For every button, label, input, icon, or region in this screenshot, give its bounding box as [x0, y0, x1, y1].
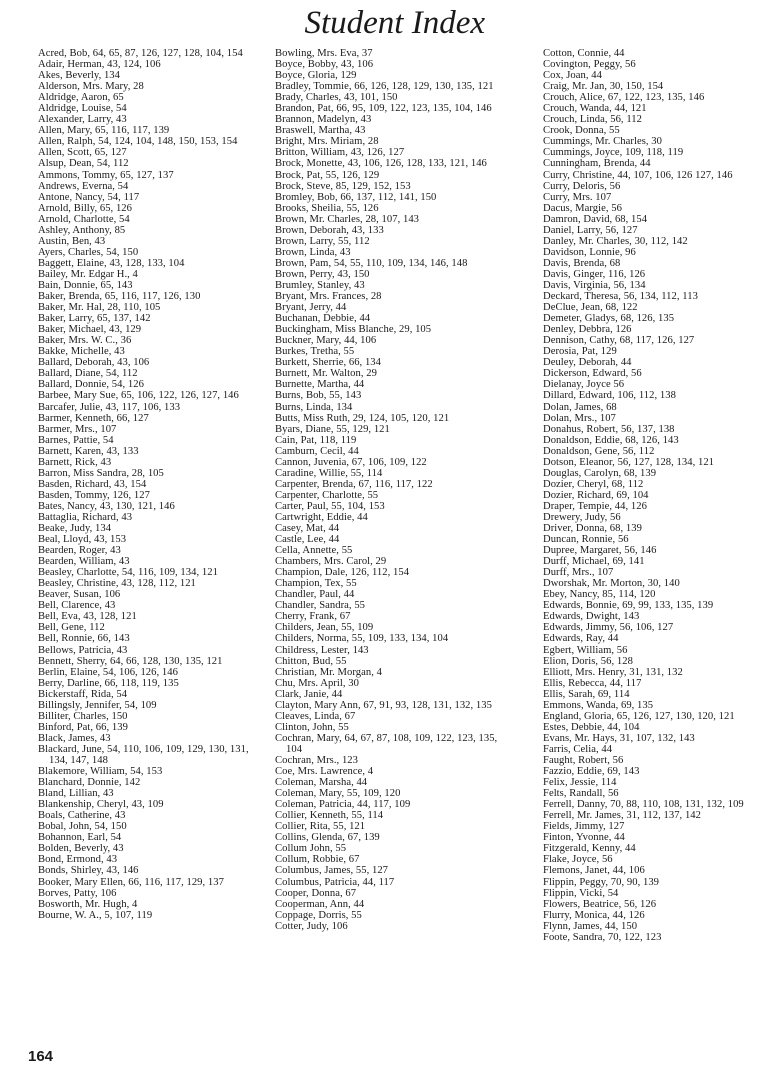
index-entry: Donaldson, Eddie, 68, 126, 143 — [543, 434, 679, 446]
index-entry: Clayton, Mary Ann, 67, 91, 93, 128, 131, 132, 135 — [275, 699, 492, 711]
index-entry: Cox, Joan, 44 — [543, 70, 602, 82]
index-entry: Bates, Nancy, 43, 130, 121, 146 — [38, 500, 175, 512]
index-entry: Bowling, Mrs. Eva, 37 — [275, 48, 373, 59]
index-entry: Flippin, Vicki, 54 — [543, 887, 619, 899]
index-entry: Boyce, Bobby, 43, 106 — [275, 59, 374, 71]
index-entry: Akes, Beverly, 134 — [38, 70, 121, 82]
index-entry: Faught, Robert, 56 — [543, 755, 624, 766]
index-entry: Cleaves, Linda, 67 — [275, 710, 356, 722]
index-entry: Bennett, Sherry, 64, 66, 128, 130, 135, 121 — [38, 655, 223, 667]
index-entry: Chu, Mrs. April, 30 — [275, 677, 359, 689]
page-number: 164 — [28, 1048, 54, 1065]
index-entry: Blackard, June, 54, 110, 106, 109, 129, 130, 131, 134, 147, 148 — [38, 743, 249, 766]
index-entry: Davidson, Lonnie, 96 — [543, 246, 636, 258]
index-entry: Ferrell, Mr. James, 31, 112, 137, 142 — [543, 810, 701, 822]
index-entry: Beasley, Charlotte, 54, 116, 109, 134, 121 — [38, 567, 218, 579]
index-entry: Cunningham, Brenda, 44 — [543, 158, 651, 170]
index-entry: Dozier, Cheryl, 68, 112 — [543, 478, 644, 490]
index-entry: Basden, Richard, 43, 154 — [38, 478, 147, 490]
index-entry: Brannon, Madelyn, 43 — [275, 114, 372, 126]
index-entry: Dotson, Eleanor, 56, 127, 128, 134, 121 — [543, 456, 715, 468]
index-entry: Bland, Lillian, 43 — [38, 788, 114, 800]
index-entry: Bailey, Mr. Edgar H., 4 — [38, 268, 138, 280]
index-entry: Castle, Lee, 44 — [275, 534, 340, 546]
index-entry: Cotter, Judy, 106 — [275, 920, 348, 932]
index-entry: Bobal, John, 54, 150 — [38, 821, 127, 833]
index-entry: Boals, Catherine, 43 — [38, 810, 126, 822]
index-entry: Dozier, Richard, 69, 104 — [543, 489, 649, 501]
index-entry: Curry, Mrs. 107 — [543, 191, 612, 203]
index-entry: Barbee, Mary Sue, 65, 106, 122, 126, 127, 146 — [38, 390, 239, 402]
index-entry: Dolan, Mrs., 107 — [543, 412, 616, 424]
index-entry: Barnes, Pattie, 54 — [38, 434, 114, 446]
index-entry: Collins, Glenda, 67, 139 — [275, 832, 380, 844]
index-entry: Childers, Norma, 55, 109, 133, 134, 104 — [275, 633, 449, 645]
index-entry: Egbert, William, 56 — [543, 644, 628, 656]
index-entry: Champion, Tex, 55 — [275, 578, 357, 590]
index-entry: Bourne, W. A., 5, 107, 119 — [38, 909, 153, 921]
index-entry: Burkes, Tretha, 55 — [275, 346, 355, 358]
index-entry: Bradley, Tommie, 66, 126, 128, 129, 130, 135, 121 — [275, 81, 494, 93]
index-entry: Felts, Randall, 56 — [543, 788, 619, 800]
index-entry: Columbus, James, 55, 127 — [275, 865, 389, 877]
index-entry: Curry, Deloris, 56 — [543, 180, 621, 192]
index-entry: Borves, Patty, 106 — [38, 887, 117, 899]
index-entry: Cella, Annette, 55 — [275, 545, 353, 557]
index-entry: Billingsly, Jennifer, 54, 109 — [38, 699, 157, 711]
index-entry: Dworshak, Mr. Morton, 30, 140 — [543, 578, 680, 590]
index-entry: Brady, Charles, 43, 101, 150 — [275, 92, 398, 104]
index-entry: Collum, Robbie, 67 — [275, 854, 360, 866]
index-entry: Bell, Clarence, 43 — [38, 600, 116, 612]
index-entry: Bain, Donnie, 65, 143 — [38, 279, 133, 291]
index-entry: Austin, Ben, 43 — [38, 235, 106, 247]
index-entry: Craig, Mr. Jan, 30, 150, 154 — [543, 81, 664, 93]
index-entry: Coleman, Marsha, 44 — [275, 777, 368, 789]
index-entry: Damron, David, 68, 154 — [543, 213, 648, 225]
index-entry: Elion, Doris, 56, 128 — [543, 655, 633, 667]
index-entry: Barmer, Mrs., 107 — [38, 423, 117, 435]
index-entry: Boyce, Gloria, 129 — [275, 70, 357, 82]
index-entry: Carpenter, Brenda, 67, 116, 117, 122 — [275, 478, 433, 490]
index-entry: Bearden, Roger, 43 — [38, 545, 121, 557]
index-entry: Arnold, Charlotte, 54 — [38, 213, 130, 225]
index-entry: Aldridge, Aaron, 65 — [38, 92, 124, 104]
index-entry: Brumley, Stanley, 43 — [275, 279, 365, 291]
index-entry: Binford, Pat, 66, 139 — [38, 721, 128, 733]
index-entry: Battaglia, Richard, 43 — [38, 511, 133, 523]
index-entry: Allen, Scott, 65, 127 — [38, 147, 127, 159]
index-entry: Durff, Mrs., 107 — [543, 567, 614, 579]
index-entry: Brooks, Sheilia, 55, 126 — [275, 202, 379, 214]
index-entry: Cartwright, Eddie, 44 — [275, 511, 368, 523]
index-entry: Fields, Jimmy, 127 — [543, 821, 625, 833]
index-entry: Burns, Linda, 134 — [275, 401, 353, 413]
index-entry: Buchanan, Debbie, 44 — [275, 313, 371, 325]
index-entry: Blakemore, William, 54, 153 — [38, 766, 163, 778]
index-entry: Coe, Mrs. Lawrence, 4 — [275, 766, 374, 778]
index-entry: Carter, Paul, 55, 104, 153 — [275, 500, 385, 512]
index-entry: Ballard, Deborah, 43, 106 — [38, 357, 150, 369]
index-entry: Denley, Debbra, 126 — [543, 324, 632, 336]
index-entry: Collier, Kenneth, 55, 114 — [275, 810, 384, 822]
index-entry: Childers, Jean, 55, 109 — [275, 622, 374, 634]
index-entry: Clark, Janie, 44 — [275, 688, 343, 700]
index-entry: Bond, Ermond, 43 — [38, 854, 118, 866]
index-entry: Flowers, Beatrice, 56, 126 — [543, 898, 657, 910]
index-entry: Crouch, Alice, 67, 122, 123, 135, 146 — [543, 92, 705, 104]
index-entry: Buckner, Mary, 44, 106 — [275, 335, 377, 347]
index-entry: Evans, Mr. Hays, 31, 107, 132, 143 — [543, 732, 695, 744]
index-entry: Childress, Lester, 143 — [275, 644, 369, 656]
index-entry: Dacus, Margie, 56 — [543, 202, 622, 214]
index-entry: Ferrell, Danny, 70, 88, 110, 108, 131, 132, 109 — [543, 799, 744, 811]
index-entry: Edwards, Ray, 44 — [543, 633, 619, 645]
index-entry: Britton, William, 43, 126, 127 — [275, 147, 405, 159]
index-entry: Alderson, Mrs. Mary, 28 — [38, 81, 144, 93]
index-entry: Crouch, Linda, 56, 112 — [543, 114, 642, 126]
index-entry: Burnett, Mr. Walton, 29 — [275, 368, 377, 380]
index-entry: Ashley, Anthony, 85 — [38, 224, 126, 236]
index-entry: Barnett, Karen, 43, 133 — [38, 445, 139, 457]
index-entry: Bearden, William, 43 — [38, 556, 130, 568]
index-entry: Bosworth, Mr. Hugh, 4 — [38, 898, 138, 910]
index-entry: Brandon, Pat, 66, 95, 109, 122, 123, 135, 104, 146 — [275, 103, 492, 115]
index-entry: Finton, Yvonne, 44 — [543, 832, 625, 844]
index-entry: Flake, Joyce, 56 — [543, 854, 613, 866]
index-entry: Dupree, Margaret, 56, 146 — [543, 545, 657, 557]
index-entry: Chambers, Mrs. Carol, 29 — [275, 556, 387, 568]
index-entry: Cummings, Joyce, 109, 118, 119 — [543, 147, 684, 159]
index-entry: Fazzio, Eddie, 69, 143 — [543, 766, 640, 778]
index-entry: Arnold, Billy, 65, 126 — [38, 202, 132, 214]
index-entry: Driver, Donna, 68, 139 — [543, 523, 642, 535]
index-entry: Baker, Larry, 65, 137, 142 — [38, 313, 151, 325]
index-entry: Butts, Miss Ruth, 29, 124, 105, 120, 121 — [275, 412, 450, 424]
index-entry: Ellis, Sarah, 69, 114 — [543, 688, 630, 700]
index-entry: Alexander, Larry, 43 — [38, 114, 127, 126]
index-entry: Crook, Donna, 55 — [543, 125, 620, 137]
index-entry: Edwards, Bonnie, 69, 99, 133, 135, 139 — [543, 600, 714, 612]
index-entry: Farris, Celia, 44 — [543, 743, 613, 755]
index-entry: Estes, Debbie, 44, 104 — [543, 721, 640, 733]
index-entry: Christian, Mr. Morgan, 4 — [275, 666, 382, 678]
index-entry: Bromley, Bob, 66, 137, 112, 141, 150 — [275, 191, 437, 203]
index-entry: Beasley, Christine, 43, 128, 112, 121 — [38, 578, 196, 590]
index-entry: Bolden, Beverly, 43 — [38, 843, 124, 855]
index-entry: Durff, Michael, 69, 141 — [543, 556, 645, 568]
index-entry: Cain, Pat, 118, 119 — [275, 434, 357, 446]
index-column-1 — [38, 48, 270, 921]
index-entry: Brown, Perry, 43, 150 — [275, 268, 370, 280]
index-entry: Cooper, Donna, 67 — [275, 887, 357, 899]
index-entry: Brown, Pam, 54, 55, 110, 109, 134, 146, 148 — [275, 257, 468, 269]
index-entry: Dennison, Cathy, 68, 117, 126, 127 — [543, 335, 695, 347]
index-entry: Brock, Pat, 55, 126, 129 — [275, 169, 380, 181]
index-entry: Bohannon, Earl, 54 — [38, 832, 122, 844]
index-entry: England, Gloria, 65, 126, 127, 130, 120, 121 — [543, 710, 735, 722]
index-entry: Flurry, Monica, 44, 126 — [543, 909, 645, 921]
index-entry: Fitzgerald, Kenny, 44 — [543, 843, 636, 855]
index-entry: Bakke, Michelle, 43 — [38, 346, 125, 358]
index-entry: Basden, Tommy, 126, 127 — [38, 489, 150, 501]
index-entry: Cotton, Connie, 44 — [543, 48, 625, 59]
index-entry: Cochran, Mary, 64, 67, 87, 108, 109, 122, 123, 135, 104 — [275, 732, 498, 755]
index-entry: Allen, Ralph, 54, 124, 104, 148, 150, 153, 154 — [38, 136, 238, 148]
index-entry: Carpenter, Charlotte, 55 — [275, 489, 379, 501]
index-entry: Camburn, Cecil, 44 — [275, 445, 359, 457]
index-entry: Douglas, Carolyn, 68, 139 — [543, 467, 657, 479]
index-entry: Dielanay, Joyce 56 — [543, 379, 625, 391]
index-entry: Bonds, Shirley, 43, 146 — [38, 865, 139, 877]
index-entry: Coleman, Mary, 55, 109, 120 — [275, 788, 401, 800]
index-entry: Bell, Gene, 112 — [38, 622, 105, 634]
index-entry: Felix, Jessie, 114 — [543, 777, 617, 789]
index-entry: Aldridge, Louise, 54 — [38, 103, 127, 115]
index-entry: Crouch, Wanda, 44, 121 — [543, 103, 647, 115]
index-entry: Davis, Virginia, 56, 134 — [543, 279, 646, 291]
index-entry: Bryant, Jerry, 44 — [275, 302, 347, 314]
index-entry: Derosia, Pat, 129 — [543, 346, 617, 358]
index-entry: Donaldson, Gene, 56, 112 — [543, 445, 655, 457]
index-entry: Blanchard, Donnie, 142 — [38, 777, 141, 789]
index-entry: Barron, Miss Sandra, 28, 105 — [38, 467, 164, 479]
index-entry: Bellows, Patricia, 43 — [38, 644, 128, 656]
index-entry: Coppage, Dorris, 55 — [275, 909, 362, 921]
index-entry: Cooperman, Ann, 44 — [275, 898, 365, 910]
index-entry: Demeter, Gladys, 68, 126, 135 — [543, 313, 675, 325]
index-entry: Burns, Bob, 55, 143 — [275, 390, 362, 402]
index-entry: Antone, Nancy, 54, 117 — [38, 191, 140, 203]
index-entry: Andrews, Everna, 54 — [38, 180, 129, 192]
index-entry: Cummings, Mr. Charles, 30 — [543, 136, 662, 148]
index-entry: Ballard, Donnie, 54, 126 — [38, 379, 144, 391]
index-entry: Elliott, Mrs. Henry, 31, 131, 132 — [543, 666, 683, 678]
index-entry: Davis, Brenda, 68 — [543, 257, 621, 269]
page-title: Student Index — [304, 5, 485, 41]
index-entry: Coleman, Patricia, 44, 117, 109 — [275, 799, 411, 811]
index-entry: Dillard, Edward, 106, 112, 138 — [543, 390, 676, 402]
index-entry: Bryant, Mrs. Frances, 28 — [275, 291, 382, 303]
index-entry: Duncan, Ronnie, 56 — [543, 534, 629, 546]
index-entry: Covington, Peggy, 56 — [543, 59, 636, 71]
index-entry: Blankenship, Cheryl, 43, 109 — [38, 799, 164, 811]
index-entry: Deuley, Deborah, 44 — [543, 357, 632, 369]
index-entry: DeClue, Jean, 68, 122 — [543, 302, 638, 314]
index-entry: Berlin, Elaine, 54, 106, 126, 146 — [38, 666, 178, 678]
index-entry: Danley, Mr. Charles, 30, 112, 142 — [543, 235, 688, 247]
index-entry: Dickerson, Edward, 56 — [543, 368, 642, 380]
index-entry: Foote, Sandra, 70, 122, 123 — [543, 931, 662, 943]
index-entry: Burkett, Sherrie, 66, 134 — [275, 357, 381, 369]
index-entry: Brock, Monette, 43, 106, 126, 128, 133, 121, 146 — [275, 158, 487, 170]
index-entry: Bell, Ronnie, 66, 143 — [38, 633, 130, 645]
index-entry: Flemons, Janet, 44, 106 — [543, 865, 645, 877]
index-entry: Ballard, Diane, 54, 112 — [38, 368, 138, 380]
index-entry: Baker, Mrs. W. C., 36 — [38, 335, 132, 347]
index-entry: Ebey, Nancy, 85, 114, 120 — [543, 589, 656, 601]
index-entry: Daniel, Larry, 56, 127 — [543, 224, 638, 236]
index-entry: Deckard, Theresa, 56, 134, 112, 113 — [543, 291, 698, 303]
index-entry: Black, James, 43 — [38, 732, 111, 744]
index-entry: Buckingham, Miss Blanche, 29, 105 — [275, 324, 432, 336]
index-entry: Beal, Lloyd, 43, 153 — [38, 534, 127, 546]
index-entry: Berry, Darline, 66, 118, 119, 135 — [38, 677, 179, 689]
index-entry: Bell, Eva, 43, 128, 121 — [38, 611, 137, 623]
index-entry: Davis, Ginger, 116, 126 — [543, 268, 646, 280]
index-entry: Brown, Deborah, 43, 133 — [275, 224, 384, 236]
index-entry: Alsup, Dean, 54, 112 — [38, 158, 129, 170]
index-entry: Braswell, Martha, 43 — [275, 125, 366, 137]
index-entry: Brown, Larry, 55, 112 — [275, 235, 370, 247]
index-column-2 — [275, 48, 507, 932]
index-entry: Byars, Diane, 55, 129, 121 — [275, 423, 390, 435]
index-entry: Clinton, John, 55 — [275, 721, 349, 733]
index-entry: Curry, Christine, 44, 107, 106, 126 127, 146 — [543, 169, 733, 181]
index-entry: Edwards, Jimmy, 56, 106, 127 — [543, 622, 674, 634]
index-entry: Ellis, Rebecca, 44, 117 — [543, 677, 642, 689]
index-entry: Cannon, Juvenia, 67, 106, 109, 122 — [275, 456, 427, 468]
index-entry: Ayers, Charles, 54, 150 — [38, 246, 139, 258]
index-entry: Chitton, Bud, 55 — [275, 655, 347, 667]
index-entry: Brown, Linda, 43 — [275, 246, 351, 258]
index-entry: Barnett, Rick, 43 — [38, 456, 112, 468]
index-entry: Collier, Rita, 55, 121 — [275, 821, 366, 833]
index-entry: Drewery, Judy, 56 — [543, 511, 621, 523]
index-entry: Acred, Bob, 64, 65, 87, 126, 127, 128, 104, 154 — [38, 48, 243, 59]
index-entry: Dolan, James, 68 — [543, 401, 617, 413]
index-entry: Emmons, Wanda, 69, 135 — [543, 699, 654, 711]
index-entry: Billiter, Charles, 150 — [38, 710, 128, 722]
index-entry: Bickerstaff, Rida, 54 — [38, 688, 128, 700]
index-entry: Edwards, Dwight, 143 — [543, 611, 640, 623]
index-entry: Barmer, Kenneth, 66, 127 — [38, 412, 149, 424]
index-entry: Casey, Mat, 44 — [275, 523, 340, 535]
index-entry: Baker, Brenda, 65, 116, 117, 126, 130 — [38, 291, 201, 303]
index-entry: Flynn, James, 44, 150 — [543, 920, 638, 932]
index-entry: Allen, Mary, 65, 116, 117, 139 — [38, 125, 170, 137]
index-entry: Draper, Tempie, 44, 126 — [543, 500, 647, 512]
index-entry: Columbus, Patricia, 44, 117 — [275, 876, 395, 888]
index-entry: Cherry, Frank, 67 — [275, 611, 351, 623]
index-entry: Caradine, Willie, 55, 114 — [275, 467, 383, 479]
index-entry: Bright, Mrs. Miriam, 28 — [275, 136, 379, 148]
index-entry: Flippin, Peggy, 70, 90, 139 — [543, 876, 660, 888]
index-entry: Champion, Dale, 126, 112, 154 — [275, 567, 410, 579]
index-entry: Chandler, Paul, 44 — [275, 589, 355, 601]
index-entry: Booker, Mary Ellen, 66, 116, 117, 129, 137 — [38, 876, 224, 888]
index-entry: Donahus, Robert, 56, 137, 138 — [543, 423, 675, 435]
index-entry: Adair, Herman, 43, 124, 106 — [38, 59, 161, 71]
index-entry: Baker, Michael, 43, 129 — [38, 324, 142, 336]
index-entry: Beaver, Susan, 106 — [38, 589, 121, 601]
index-entry: Collum John, 55 — [275, 843, 347, 855]
index-entry: Ammons, Tommy, 65, 127, 137 — [38, 169, 174, 181]
index-entry: Cochran, Mrs., 123 — [275, 755, 358, 766]
index-entry: Chandler, Sandra, 55 — [275, 600, 366, 612]
index-entry: Baker, Mr. Hal, 28, 110, 105 — [38, 302, 161, 314]
index-entry: Burnette, Martha, 44 — [275, 379, 365, 391]
index-entry: Brown, Mr. Charles, 28, 107, 143 — [275, 213, 420, 225]
index-entry: Baggett, Elaine, 43, 128, 133, 104 — [38, 257, 185, 269]
index-entry: Brock, Steve, 85, 129, 152, 153 — [275, 180, 411, 192]
index-entry: Barcafer, Julie, 43, 117, 106, 133 — [38, 401, 181, 413]
index-entry: Beake, Judy, 134 — [38, 523, 112, 535]
index-column-3 — [543, 48, 767, 943]
